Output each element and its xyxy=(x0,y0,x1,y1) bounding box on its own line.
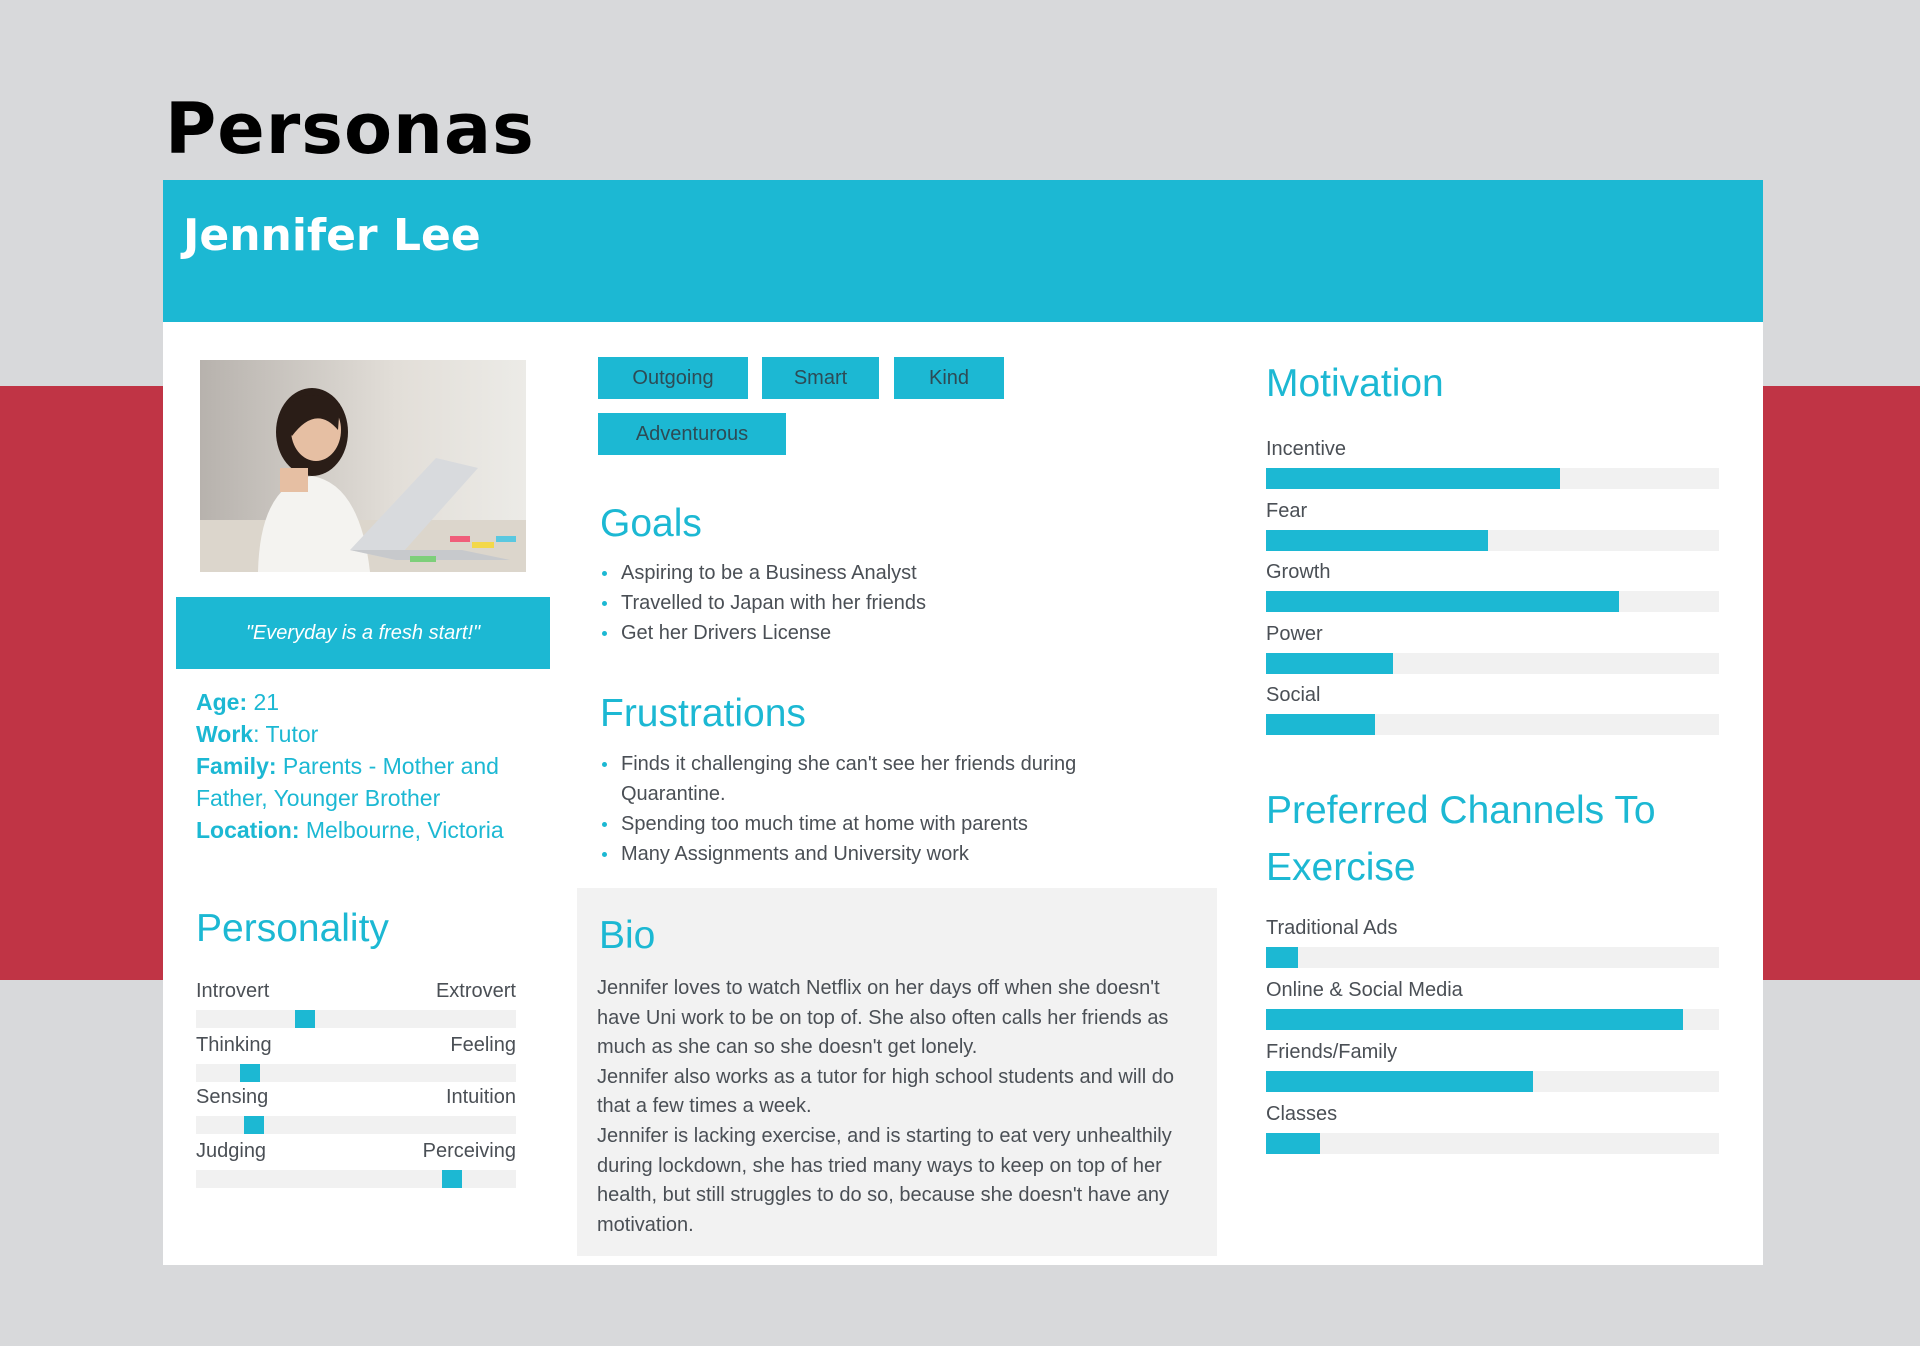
meter-fill xyxy=(1266,947,1298,968)
meter-label: Social xyxy=(1266,684,1321,706)
meter-track xyxy=(1266,714,1719,735)
frustrations-list xyxy=(600,749,1120,869)
trait-marker xyxy=(442,1170,462,1188)
trait-left-label: Introvert xyxy=(196,980,270,1002)
tag-kind: Kind xyxy=(894,357,1004,399)
bio-paragraph: Jennifer loves to watch Netflix on her days off when she doesn't have Uni work to be on top of. She also often calls her friends as much as she can so she doesn't get lonely. xyxy=(597,977,1169,1059)
meter-friends-family xyxy=(1266,1041,1719,1092)
list-item: Travelled to Japan with her friends xyxy=(600,588,1160,618)
tag-adventurous: Adventurous xyxy=(598,413,786,455)
meter-fill xyxy=(1266,1071,1533,1092)
trait-track xyxy=(196,1010,516,1028)
persona-quote: "Everyday is a fresh start!" xyxy=(176,597,550,669)
trait-track xyxy=(196,1170,516,1188)
trait-right-label: Perceiving xyxy=(422,1140,516,1162)
meter-incentive xyxy=(1266,438,1719,489)
meter-fill xyxy=(1266,714,1375,735)
detail-key: Work xyxy=(196,721,254,747)
list-item: Aspiring to be a Business Analyst xyxy=(600,558,1160,588)
trait-track xyxy=(196,1116,516,1134)
meter-classes xyxy=(1266,1103,1719,1154)
meter-label: Growth xyxy=(1266,561,1331,583)
detail-value: 21 xyxy=(247,689,280,715)
goals-title: Goals xyxy=(600,502,702,545)
personality-title: Personality xyxy=(196,907,389,950)
detail-key: Age: xyxy=(196,689,248,715)
bio-panel xyxy=(577,888,1217,1256)
tag-outgoing: Outgoing xyxy=(598,357,748,399)
trait-sensing-intuition xyxy=(196,1086,516,1140)
list-item: Get her Drivers License xyxy=(600,618,1160,648)
meter-track xyxy=(1266,1071,1719,1092)
meter-fill xyxy=(1266,530,1488,551)
trait-left-label: Sensing xyxy=(196,1086,269,1108)
detail-age xyxy=(196,686,536,718)
detail-key: Family: xyxy=(196,753,277,779)
list-item: Many Assignments and University work xyxy=(600,839,1120,869)
trait-right-label: Extrovert xyxy=(435,980,516,1002)
trait-marker xyxy=(244,1116,264,1134)
meter-track xyxy=(1266,653,1719,674)
meter-traditional-ads xyxy=(1266,917,1719,968)
meter-fill xyxy=(1266,653,1393,674)
meter-social xyxy=(1266,684,1719,735)
meter-label: Online & Social Media xyxy=(1266,979,1463,1001)
meter-fill xyxy=(1266,468,1560,489)
meter-label: Incentive xyxy=(1266,438,1347,460)
bio-paragraph: Jennifer also works as a tutor for high school students and will do that a few times a week. xyxy=(597,1065,1174,1118)
trait-introvert-extrovert xyxy=(196,980,516,1034)
trait-left-label: Thinking xyxy=(196,1034,272,1056)
meter-track xyxy=(1266,468,1719,489)
detail-value: Parents - Mother and Father, Younger Brother xyxy=(196,753,499,811)
meter-online-social xyxy=(1266,979,1719,1030)
bio-title: Bio xyxy=(599,914,656,957)
tag-smart: Smart xyxy=(762,357,879,399)
persona-details xyxy=(196,686,536,846)
list-item: Finds it challenging she can't see her friends during Quarantine. xyxy=(600,749,1120,809)
meter-label: Traditional Ads xyxy=(1266,917,1398,939)
meter-fear xyxy=(1266,500,1719,551)
persona-header xyxy=(163,180,1763,322)
meter-fill xyxy=(1266,1009,1683,1030)
meter-track xyxy=(1266,591,1719,612)
meter-label: Power xyxy=(1266,623,1323,645)
persona-photo xyxy=(200,360,526,572)
meter-label: Friends/Family xyxy=(1266,1041,1398,1063)
detail-work xyxy=(196,718,536,750)
detail-value: Melbourne, Victoria xyxy=(299,817,504,843)
trait-right-label: Feeling xyxy=(450,1034,516,1056)
meter-fill xyxy=(1266,1133,1320,1154)
page-title: Personas xyxy=(165,88,535,170)
meter-track xyxy=(1266,947,1719,968)
bio-text xyxy=(597,974,1207,1240)
list-item: Spending too much time at home with parents xyxy=(600,809,1120,839)
detail-location xyxy=(196,814,536,846)
persona-name: Jennifer Lee xyxy=(183,210,481,261)
motivation-title: Motivation xyxy=(1266,362,1444,405)
persona-card xyxy=(163,180,1763,1265)
trait-thinking-feeling xyxy=(196,1034,516,1088)
trait-judging-perceiving xyxy=(196,1140,516,1194)
detail-key: Location: xyxy=(196,817,300,843)
trait-right-label: Intuition xyxy=(445,1086,516,1108)
detail-family xyxy=(196,750,536,814)
meter-growth xyxy=(1266,561,1719,612)
trait-track xyxy=(196,1064,516,1082)
meter-track xyxy=(1266,1133,1719,1154)
goals-list xyxy=(600,558,1160,648)
trait-left-label: Judging xyxy=(196,1140,267,1162)
meter-label: Classes xyxy=(1266,1103,1338,1125)
meter-power xyxy=(1266,623,1719,674)
bio-paragraph: Jennifer is lacking exercise, and is starting to eat very unhealthily during lockdown, she has tried many ways to keep on top of her health, but still struggles to do so, because she doesn't have any motivation. xyxy=(597,1124,1172,1236)
trait-marker xyxy=(295,1010,315,1028)
channels-title: Preferred Channels To Exercise xyxy=(1266,789,1656,889)
meter-fill xyxy=(1266,591,1619,612)
meter-track xyxy=(1266,530,1719,551)
detail-value: : Tutor xyxy=(253,721,319,747)
frustrations-title: Frustrations xyxy=(600,692,806,735)
meter-track xyxy=(1266,1009,1719,1030)
meter-label: Fear xyxy=(1266,500,1308,522)
trait-marker xyxy=(240,1064,260,1082)
